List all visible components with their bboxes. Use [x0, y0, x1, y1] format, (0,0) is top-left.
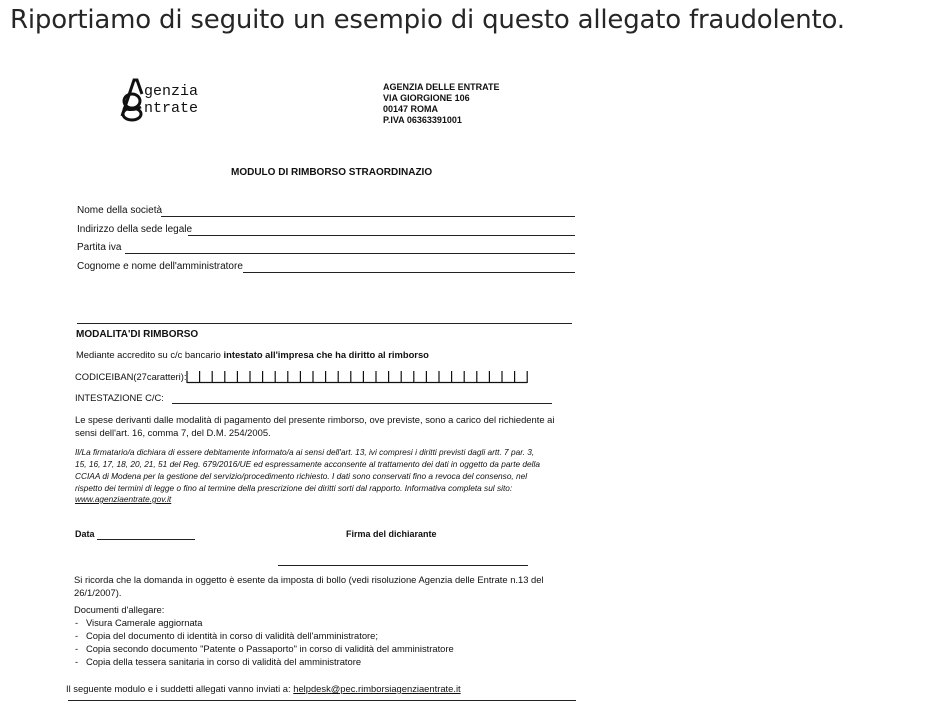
field-administrator-line [243, 272, 575, 273]
sender-line-3: 00147 ROMA [383, 104, 439, 114]
field-administrator-label: Cognome e nome dell'amministratore [77, 261, 243, 272]
stamp-note-line-1: Si ricorda che la domanda in oggetto è esente da imposta di bollo (vedi risoluzione Agenzia delle Entrate n.13 del [74, 574, 544, 585]
date-label: Data [75, 529, 95, 539]
field-vat-label: Partita iva [77, 242, 122, 253]
refund-mode-bold: intestato all'impresa che ha diritto al rimborso [223, 349, 429, 360]
stamp-note-line-2: 26/1/2007). [74, 587, 122, 598]
footer-line [68, 700, 576, 701]
signature-line [278, 565, 528, 566]
date-line [97, 539, 195, 540]
section-divider [77, 323, 572, 324]
refund-mode-prefix: Mediante accredito su c/c bancario [76, 349, 224, 360]
privacy-line-3: CCIAA di Modena per la gestione del servizio/procedimento richiesto. I dati sono conservati fino a revoca del consenso, nel [75, 471, 528, 481]
costs-line-1: Le spese derivanti dalle modalità di pagamento del presente rimborso, ove previste, sono a carico del richiedente ai [75, 414, 555, 425]
refund-mode-text [76, 350, 429, 359]
attachment-item: - Copia della tessera sanitaria in corso di validità del amministratore [75, 656, 362, 667]
field-legal-address-line [188, 235, 575, 236]
field-company-name-line [161, 216, 575, 217]
page-heading: Riportiamo di seguito un esempio di questo allegato fraudolento. [10, 5, 845, 35]
signature-label: Firma del dichiarante [346, 529, 437, 539]
footer-prefix: Il seguente modulo e i suddetti allegati vanno inviati a: [66, 683, 294, 694]
sender-line-1: AGENZIA DELLE ENTRATE [383, 82, 500, 92]
attachment-item-text: Visura Camerale aggiornata [85, 617, 203, 628]
iban-label: CODICEIBAN(27caratteri): [75, 371, 187, 382]
privacy-line-4: rispetto dei termini di legge o fino al termine della prescrizione dei diritti sorti dal rapporto. Informativa completa sul sito: [75, 483, 513, 493]
field-vat-line [125, 253, 575, 254]
attachment-item-text: Copia secondo documento "Patente o Passaporto" in corso di validità del amministratore [85, 643, 454, 654]
sender-line-4: P.IVA 06363391001 [383, 115, 462, 125]
attachment-item: - Copia del documento di identità in corso di validità dell'amministratore; [75, 630, 378, 641]
privacy-website-link[interactable]: www.agenziaentrate.gov.it [75, 494, 172, 504]
iban-character-boxes [186, 370, 532, 384]
logo-text-entrate: ntrate [144, 100, 199, 117]
costs-line-2: sensi dell'art. 16, comma 7, del D.M. 254/2005. [75, 427, 271, 438]
footer-text [66, 684, 461, 693]
form-title: MODULO DI RIMBORSO STRAORDINAZIO [231, 167, 433, 178]
privacy-line-2: 15, 16, 17, 18, 20, 21, 51 del Reg. 679/2016/UE ed espressamente acconsente al trattamento dei dati in oggetto da parte della [75, 459, 540, 469]
footer-email-link[interactable]: helpdesk@pec.rimborsiagenziaentrate.it [293, 683, 461, 694]
attachments-title: Documenti d'allegare: [74, 604, 165, 615]
field-legal-address-label: Indirizzo della sede legale [77, 224, 193, 235]
account-holder-label: INTESTAZIONE C/C: [75, 392, 164, 403]
refund-section-title: MODALITA'DI RIMBORSO [76, 329, 199, 340]
attachment-item-text: Copia del documento di identità in corso di validità dell'amministratore; [85, 630, 378, 641]
logo-text-agenzia: genzia [144, 83, 199, 100]
sender-line-2: VIA GIORGIONE 106 [383, 93, 470, 103]
field-company-name-label: Nome della società [77, 205, 163, 216]
privacy-line-1: Il/La firmatario/a dichiara di essere debitamente informato/a ai sensi dell'art. 13, ivi compresi i diritti previsti dagli artt. 7 par. 3, [75, 447, 535, 457]
agenzia-entrate-logo [120, 76, 230, 122]
attachment-item: - Copia secondo documento "Patente o Passaporto" in corso di validità del amministratore [75, 643, 454, 654]
attachment-item: - Visura Camerale aggiornata [75, 617, 203, 628]
account-holder-line [172, 403, 552, 404]
attachment-item-text: Copia della tessera sanitaria in corso di validità del amministratore [85, 656, 362, 667]
